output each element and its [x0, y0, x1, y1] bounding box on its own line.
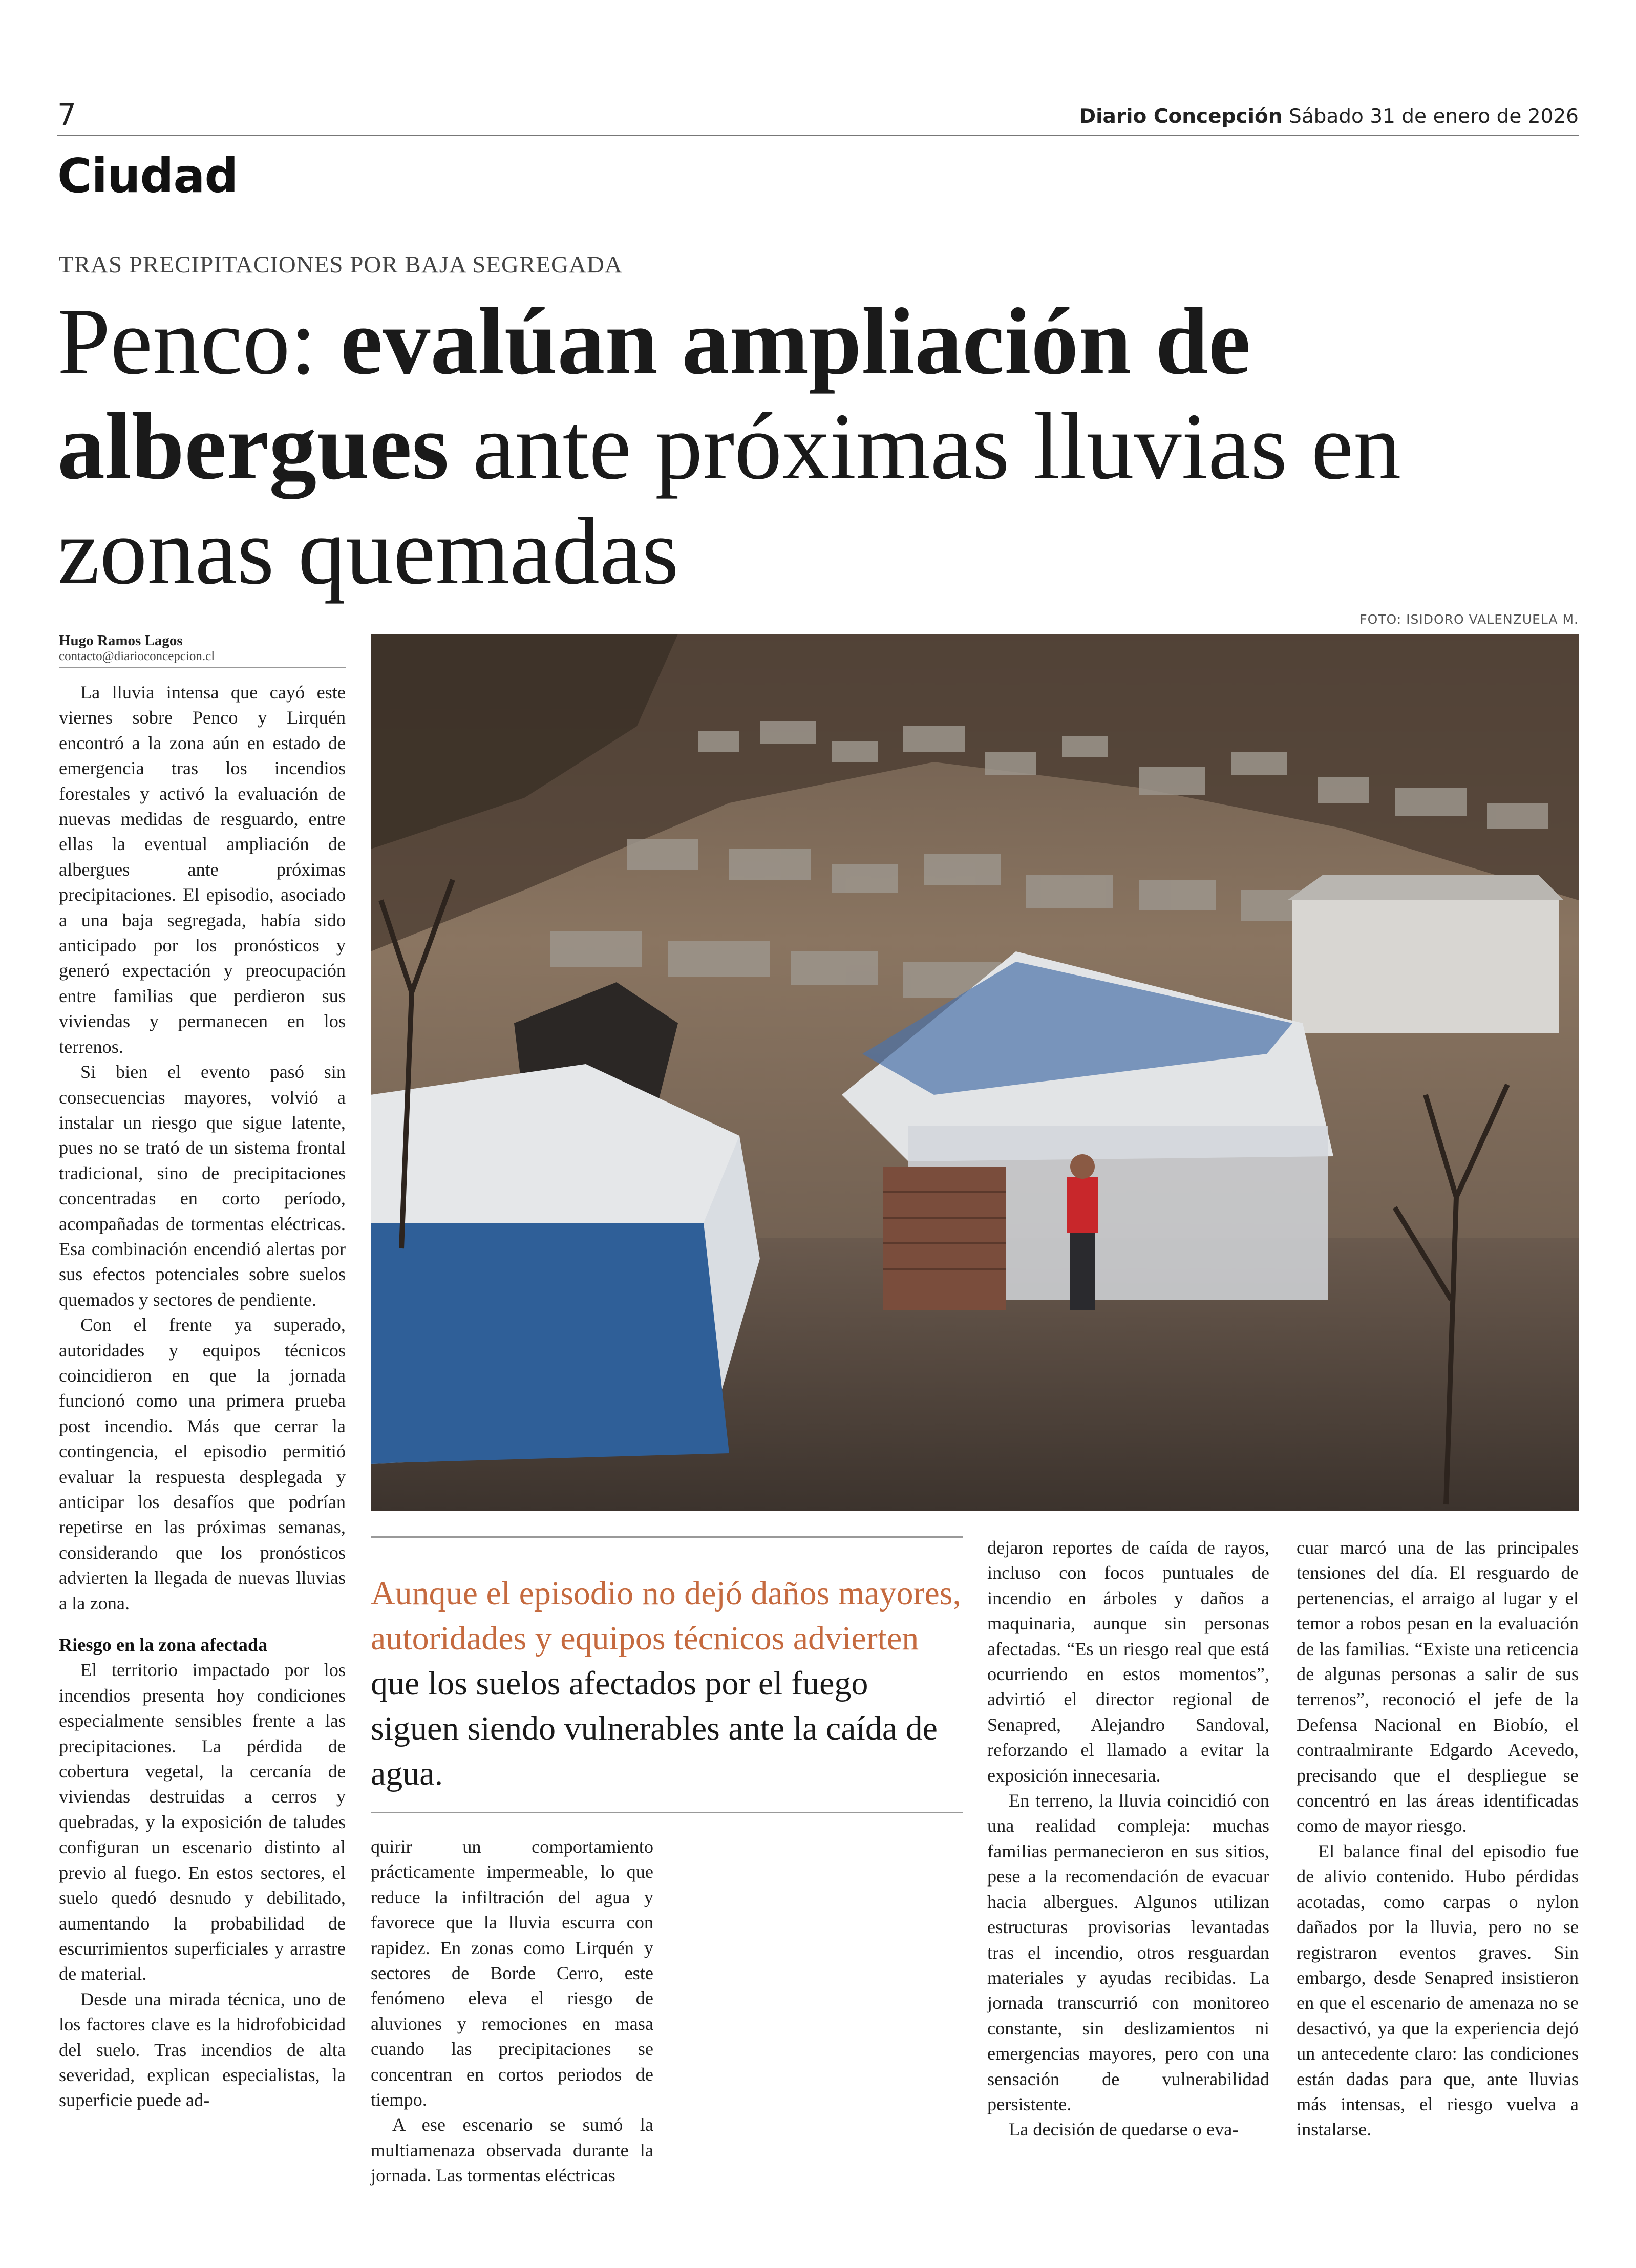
body-column-3 — [987, 1535, 1269, 2143]
byline — [59, 632, 346, 664]
photo-credit: FOTO: ISIDORO VALENZUELA M. — [1359, 612, 1579, 627]
photo-illustration — [371, 634, 1579, 1511]
publication-date: Sábado 31 de enero de 2026 — [1288, 105, 1579, 128]
page-number: 7 — [57, 97, 76, 132]
paragraph: Desde una mirada técnica, uno de los factores clave es la hidrofobicidad del suelo. Tras incendios de alta severidad, explican especialistas, la superficie puede ad- — [59, 1988, 346, 2111]
body-column-4 — [1297, 1535, 1579, 2143]
header-divider — [57, 135, 1579, 136]
kicker: TRAS PRECIPITACIONES POR BAJA SEGREGADA — [59, 251, 623, 278]
paragraph: A ese escenario se sumó la multiamenaza observada durante la jornada. Las tormentas eléctricas — [371, 2114, 653, 2186]
paragraph: La decisión de quedarse o eva- — [1009, 2119, 1239, 2140]
byline-divider — [59, 667, 346, 668]
paragraph: Con el frente ya superado, autoridades y equipos técnicos coincidieron en que la jornada funcionó como una primera prueba post incendio. Más que cerrar la contingencia, el episodio permitió evaluar la respuesta desplegada y anticipar los desafíos que podrían repetirse en las próximas semanas, considerando que los pronósticos advierten la llegada de nuevas lluvias a la zona. — [59, 1315, 346, 1614]
author-email[interactable]: contacto@diarioconcepcion.cl — [59, 649, 215, 663]
masthead-line — [1079, 105, 1579, 128]
section-title: Ciudad — [57, 149, 238, 203]
paragraph: El balance final del episodio fue de alivio contenido. Hubo pérdidas acotadas, como carpas o nylon dañados por la lluvia, pero no se registraron eventos graves. Sin embargo, desde Senapred insistieron en que el escenario de amenaza no se desactivó, ya que la experiencia dejó un antecedente claro: las condiciones están dadas para que, ante lluvias más intensas, el riesgo vuelva a instalarse. — [1297, 1840, 1579, 2140]
paragraph: En terreno, la lluvia coincidió con una realidad compleja: muchas familias permanecieron en sus sitios, pese a la recomendación de evacuar hacia albergues. Algunos utilizan estructuras provisorias levantadas tras el incendio, otros resguardan materiales y ayudas recibidas. La jornada transcurrió con monitoreo constante, sin deslizamientos ni emergencias mayores, pero con una sensación de vulnerabilidad persistente. — [987, 1790, 1269, 2114]
pull-quote — [371, 1571, 963, 1796]
body-column-2 — [371, 1834, 653, 2189]
paragraph: cuar marcó una de las principales tensiones del día. El resguardo de pertenencias, el arraigo al lugar y el temor a robos pesan en la evaluación de las familias. “Existe una reticencia de algunas personas a salir de sus terrenos”, reconoció el jefe de la Defensa Nacional en Biobío, el contraalmirante Edgardo Acevedo, precisando que el despliegue se concentró en las áreas identificadas como de mayor riesgo. — [1297, 1537, 1579, 1836]
pull-quote-accent: Aunque el episodio no dejó daños mayores, autoridades y equipos técnicos advierten — [371, 1575, 961, 1657]
paragraph: Si bien el evento pasó sin consecuencias mayores, volvió a instalar un riesgo que sigue latente, pues no se trató de un sistema frontal tradicional, sino de precipitaciones concentradas en corto período, acompañadas de tormentas eléctricas. Esa combinación encendió alertas por sus efectos potenciales sobre suelos quemados y sectores de pendiente. — [59, 1062, 346, 1310]
pull-quote-bottom-rule — [371, 1812, 963, 1813]
headline — [57, 289, 1583, 604]
headline-lead: Penco: — [57, 289, 317, 394]
author-name: Hugo Ramos Lagos — [59, 632, 183, 649]
pull-quote-rest: que los suelos afectados por el fuego siguen siendo vulnerables ante la caída de agua. — [371, 1665, 938, 1792]
subheading: Riesgo en la zona afectada — [59, 1635, 268, 1656]
headline-bold: evalúan ampliación de albergues — [57, 289, 1251, 499]
headline-rest: ante próximas lluvias en zonas quemadas — [57, 394, 1401, 604]
article-photo — [371, 634, 1579, 1511]
paragraph: quirir un comportamiento prácticamente impermeable, lo que reduce la infiltración del agua y favorece que la lluvia escurra con rapidez. En zonas como Lirquén y sectores de Borde Cerro, este fenómeno eleva el riesgo de aluviones y remociones en masa cuando las precipitaciones se concentran en cortos periodos de tiempo. — [371, 1836, 653, 2110]
paragraph: La lluvia intensa que cayó este viernes sobre Penco y Lirquén encontró a la zona aún en estado de emergencia tras los incendios forestales y activó la evaluación de nuevas medidas de resguardo, entre ellas la eventual ampliación de albergues ante próximas precipitaciones. El episodio, asociado a una baja segregada, había sido anticipado por los pronósticos y generó expectación y preocupación entre familias que perdieron sus viviendas y permanecen en los terrenos. — [59, 682, 346, 1057]
newspaper-name: Diario Concepción — [1079, 105, 1283, 128]
body-column-1 — [59, 680, 346, 2113]
paragraph: dejaron reportes de caída de rayos, incluso con focos puntuales de incendio en árboles y daños a maquinaria, aunque sin personas afectadas. “Es un riesgo real que está ocurriendo en estos momentos”, advirtió el director regional de Senapred, Alejandro Sandoval, reforzando el llamado a evitar la exposición innecesaria. — [987, 1537, 1269, 1786]
paragraph: El territorio impactado por los incendios presenta hoy condiciones especialmente sensibles frente a las precipitaciones. La pérdida de cobertura vegetal, la cercanía de viviendas destruidas a cerros y quebradas, y la exposición de taludes configuran un escenario distinto al previo al fuego. En estos sectores, el suelo quedó desnudo y debilitado, aumentando la probabilidad de escurrimientos superficiales y arrastre de material. — [59, 1660, 346, 1984]
pull-quote-top-rule — [371, 1536, 963, 1538]
